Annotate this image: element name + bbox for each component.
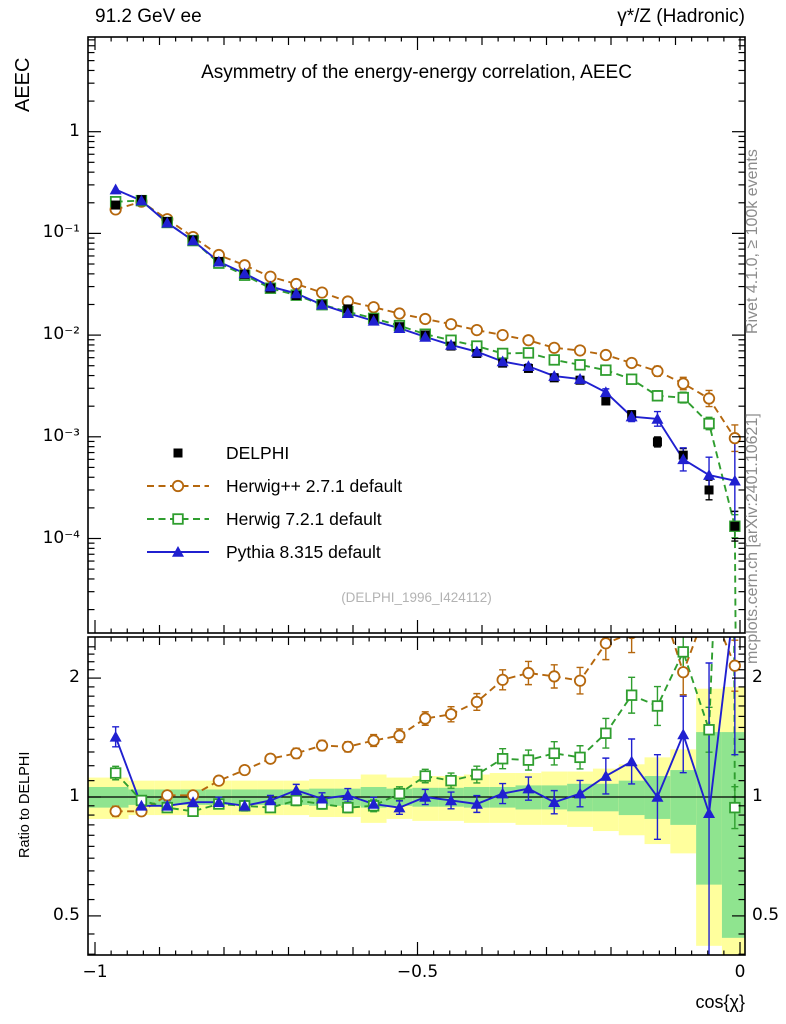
x-tick-label: −0.5 — [396, 962, 439, 982]
legend-item-delphi — [146, 440, 402, 466]
y-tick-label-top: 10⁻² — [42, 324, 80, 345]
y-axis-label-top: AEEC — [12, 57, 34, 112]
legend-label: Herwig 7.2.1 default — [226, 508, 382, 529]
x-tick-label: −1 — [82, 962, 108, 982]
ratio-uncertainty-bands — [88, 687, 745, 977]
legend-item-pythia — [146, 539, 402, 565]
watermark-analysis-id: (DELPHI_1996_I424112) — [341, 590, 492, 605]
y-tick-label-top: 10⁻⁴ — [42, 527, 80, 548]
side-note-rivet: Rivet 4.1.0, ≥ 100k events — [744, 149, 761, 334]
y-tick-label-ratio-right: 2 — [752, 667, 763, 688]
legend-item-herwigpp — [146, 473, 402, 499]
y-tick-label-top: 10⁻³ — [42, 425, 80, 446]
y-tick-label-ratio-left: 1 — [69, 786, 80, 806]
x-tick-label: 0 — [734, 962, 746, 982]
legend-item-herwig7 — [146, 506, 402, 532]
legend-marker-herwig7 — [146, 508, 210, 530]
y-tick-label-ratio-right: 1 — [752, 786, 763, 806]
legend-label: DELPHI — [226, 442, 290, 463]
legend-label: Herwig++ 2.7.1 default — [226, 475, 403, 496]
y-tick-label-ratio-left: 0.5 — [52, 904, 80, 925]
y-tick-label-ratio-left: 2 — [69, 667, 80, 688]
header-process: γ*/Z (Hadronic) — [617, 6, 745, 27]
y-axis-label-ratio: Ratio to DELPHI — [17, 751, 33, 858]
legend-label: Pythia 8.315 default — [226, 541, 381, 562]
plot-title: Asymmetry of the energy-energy correlation, AEEC — [201, 62, 632, 83]
side-note-mcplots: mcplots.cern.ch [arXiv:2401.10621] — [744, 413, 761, 664]
legend — [146, 440, 402, 572]
y-tick-label-top: 1 — [69, 120, 80, 141]
header-beam-energy: 91.2 GeV ee — [95, 6, 202, 27]
legend-marker-pythia — [146, 541, 210, 563]
y-tick-label-ratio-right: 0.5 — [752, 904, 780, 925]
legend-marker-delphi — [146, 442, 210, 464]
x-axis-label: cos{χ} — [695, 992, 745, 1012]
legend-marker-herwigpp — [146, 475, 210, 497]
y-tick-label-top: 10⁻¹ — [42, 222, 80, 243]
